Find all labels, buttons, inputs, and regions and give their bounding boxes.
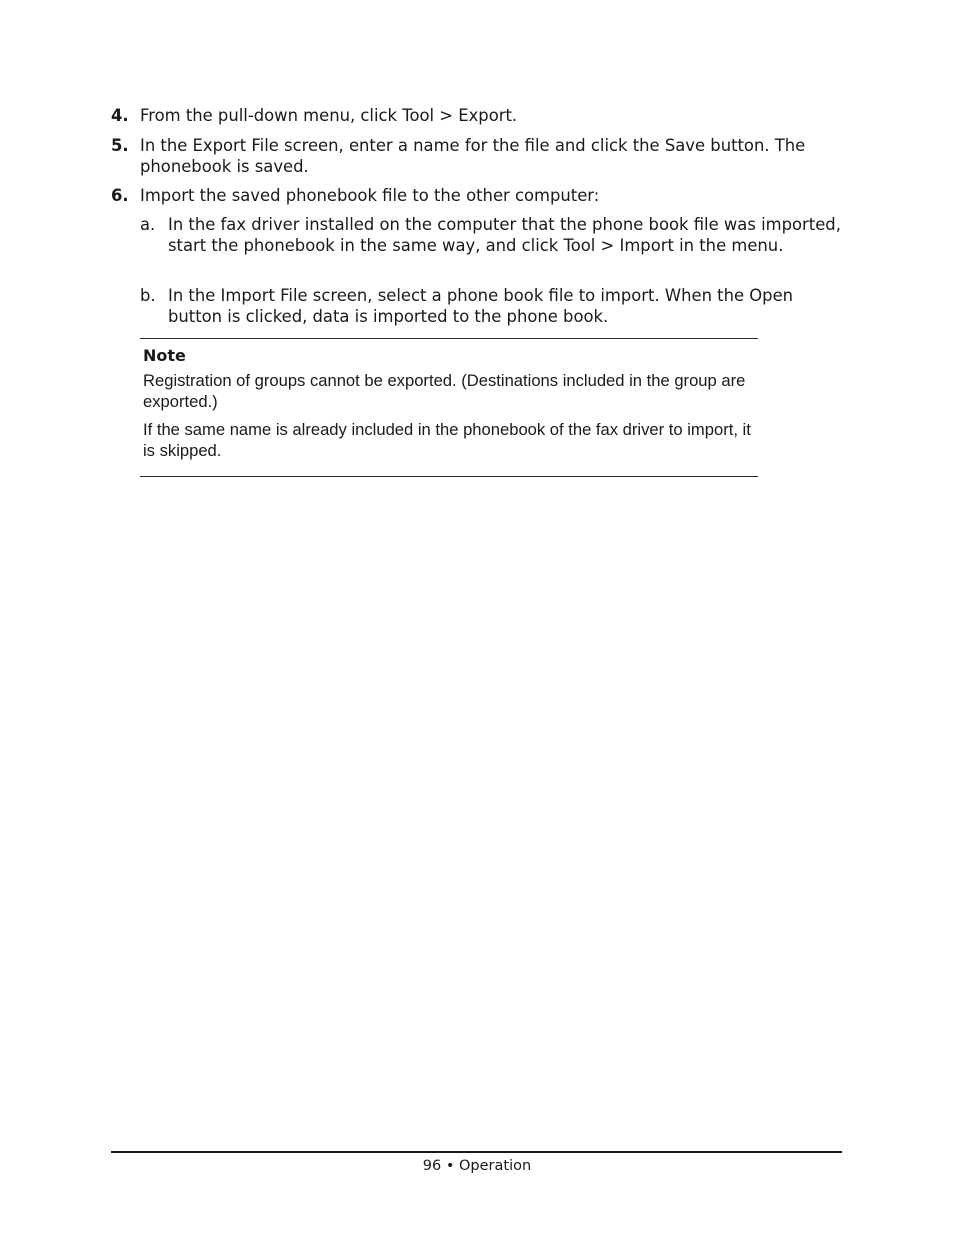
substep-letter: a. [140,215,156,234]
step-text: From the pull-down menu, click Tool > Export. [140,106,518,125]
note-paragraph: Registration of groups cannot be exported. (Destinations included in the group are exported.) [143,371,746,411]
note-title: Note [143,346,186,365]
step-number: 4. [111,106,129,125]
step-number: 6. [111,186,129,205]
step-text: Import the saved phonebook file to the other computer: [140,186,600,205]
footer-rule [111,1151,842,1153]
page-footer: 96 • Operation [422,1158,532,1174]
note-paragraph: If the same name is already included in the phonebook of the fax driver to import, it is skipped. [143,420,751,460]
note-box [140,338,758,477]
step-number: 5. [111,136,129,155]
substep-letter: b. [140,286,156,305]
substep-text: In the fax driver installed on the computer that the phone book file was imported, start the phonebook in the same way, and click Tool > Import in the menu. [168,215,841,255]
step-text: In the Export File screen, enter a name for the file and click the Save button. The phonebook is saved. [140,136,806,176]
substep-text: In the Import File screen, select a phone book file to import. When the Open button is clicked, data is imported to the phone book. [168,286,794,326]
